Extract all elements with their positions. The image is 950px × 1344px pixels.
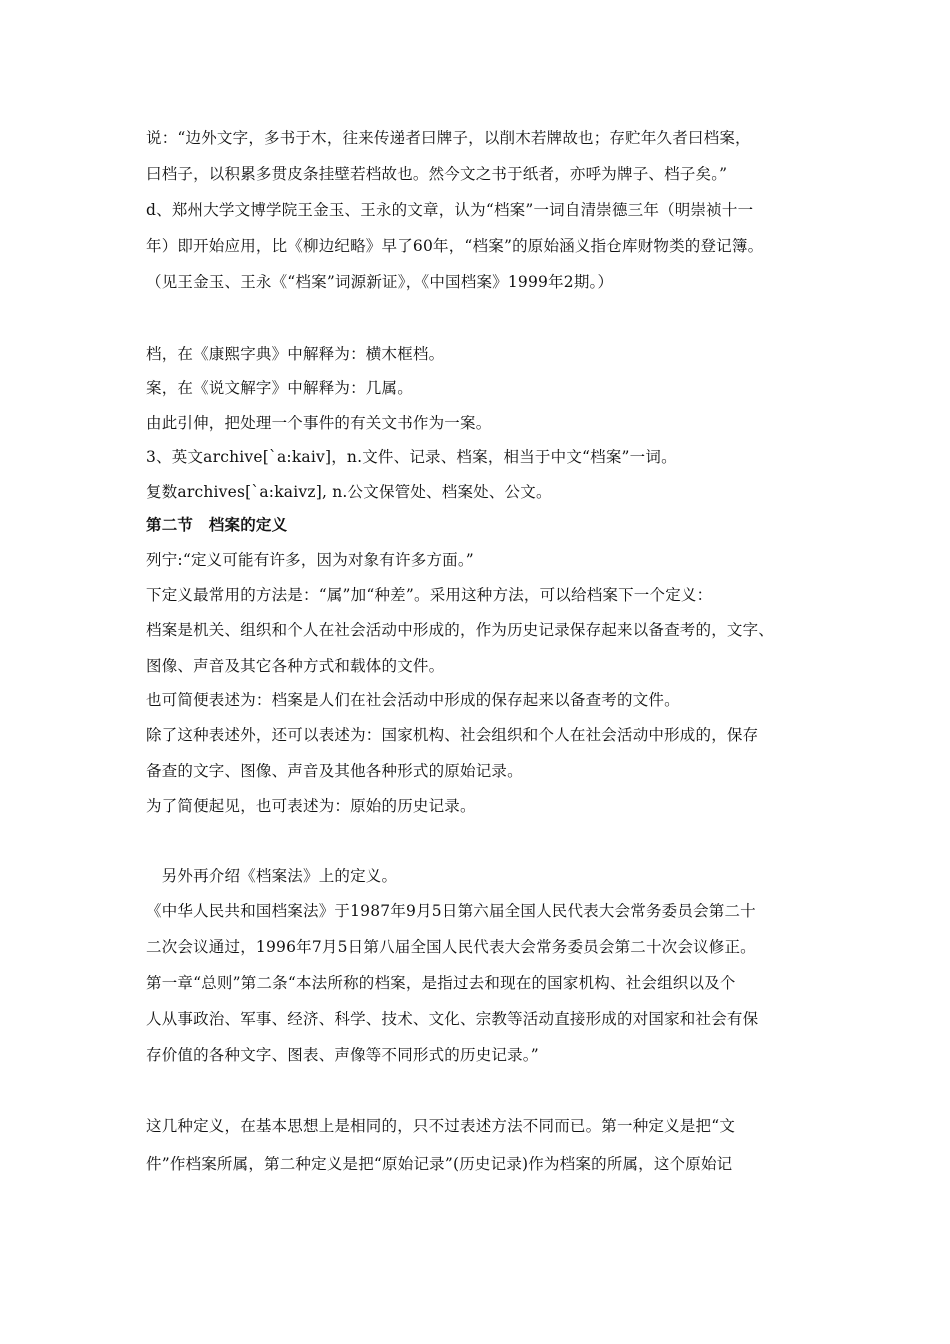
text-line: 由此引伸，把处理一个事件的有关文书作为一案。 [146, 414, 492, 432]
text-line: 件”作档案所属，第二种定义是把“原始记录”(历史记录)作为档案的所属，这个原始记 [146, 1155, 733, 1173]
text-line: 3、英文archive[`a:kaiv]，n.文件、记录、档案，相当于中文“档案”一词。 [146, 448, 677, 466]
text-line: 下定义最常用的方法是：“属”加“种差”。采用这种方法，可以给档案下一个定义： [146, 586, 713, 604]
text-line: 案，在《说文解字》中解释为：几属。 [146, 379, 413, 397]
text-line: 说：“边外文字，多书于木，往来传递者曰牌子，以削木若牌故也；存贮年久者曰档案， [146, 129, 751, 147]
text-line: 曰档子，以积累多贯皮条挂壁若档故也。然今文之书于纸者，亦呼为牌子、档子矣。” [146, 165, 728, 183]
text-line: 存价值的各种文字、图表、声像等不同形式的历史记录。” [146, 1046, 539, 1064]
text-line: 年）即开始应用，比《柳边纪略》早了60年，“档案”的原始涵义指仓库财物类的登记簿。 [146, 237, 764, 255]
text-line: 为了简便起见，也可表述为：原始的历史记录。 [146, 797, 476, 815]
text-line: 也可简便表述为：档案是人们在社会活动中形成的保存起来以备查考的文件。 [146, 691, 680, 709]
text-line: 除了这种表述外，还可以表述为：国家机构、社会组织和个人在社会活动中形成的，保存 [146, 726, 759, 744]
text-line: 档案是机关、组织和个人在社会活动中形成的，作为历史记录保存起来以备查考的，文字、 [146, 621, 775, 639]
text-line: d、郑州大学文博学院王金玉、王永的文章，认为“档案”一词自清崇德三年（明崇祯十一 [146, 201, 754, 219]
section-heading: 第二节 档案的定义 [146, 516, 288, 534]
text-line: 《中华人民共和国档案法》于1987年9月5日第六届全国人民代表大会常务委员会第二十 [146, 902, 756, 920]
text-line: 备查的文字、图像、声音及其他各种形式的原始记录。 [146, 762, 523, 780]
text-line: 这几种定义，在基本思想上是相同的，只不过表述方法不同而已。第一种定义是把“文 [146, 1117, 736, 1135]
text-line: 复数archives[`a:kaivz], n.公文保管处、档案处、公文。 [146, 483, 552, 501]
text-line: 档，在《康熙字典》中解释为：横木框档。 [146, 345, 445, 363]
text-line: 另外再介绍《档案法》上的定义。 [146, 867, 398, 885]
text-line: （见王金玉、王永《“档案”词源新证》，《中国档案》1999年2期。） [146, 273, 614, 291]
text-line: 第一章“总则”第二条“本法所称的档案，是指过去和现在的国家机构、社会组织以及个 [146, 974, 736, 992]
text-line: 二次会议通过，1996年7月5日第八届全国人民代表大会常务委员会第二十次会议修正。 [146, 938, 756, 956]
text-line: 图像、声音及其它各种方式和载体的文件。 [146, 657, 445, 675]
text-line: 列宁:“定义可能有许多，因为对象有许多方面。” [146, 551, 474, 569]
text-line: 人从事政治、军事、经济、科学、技术、文化、宗教等活动直接形成的对国家和社会有保 [146, 1010, 759, 1028]
